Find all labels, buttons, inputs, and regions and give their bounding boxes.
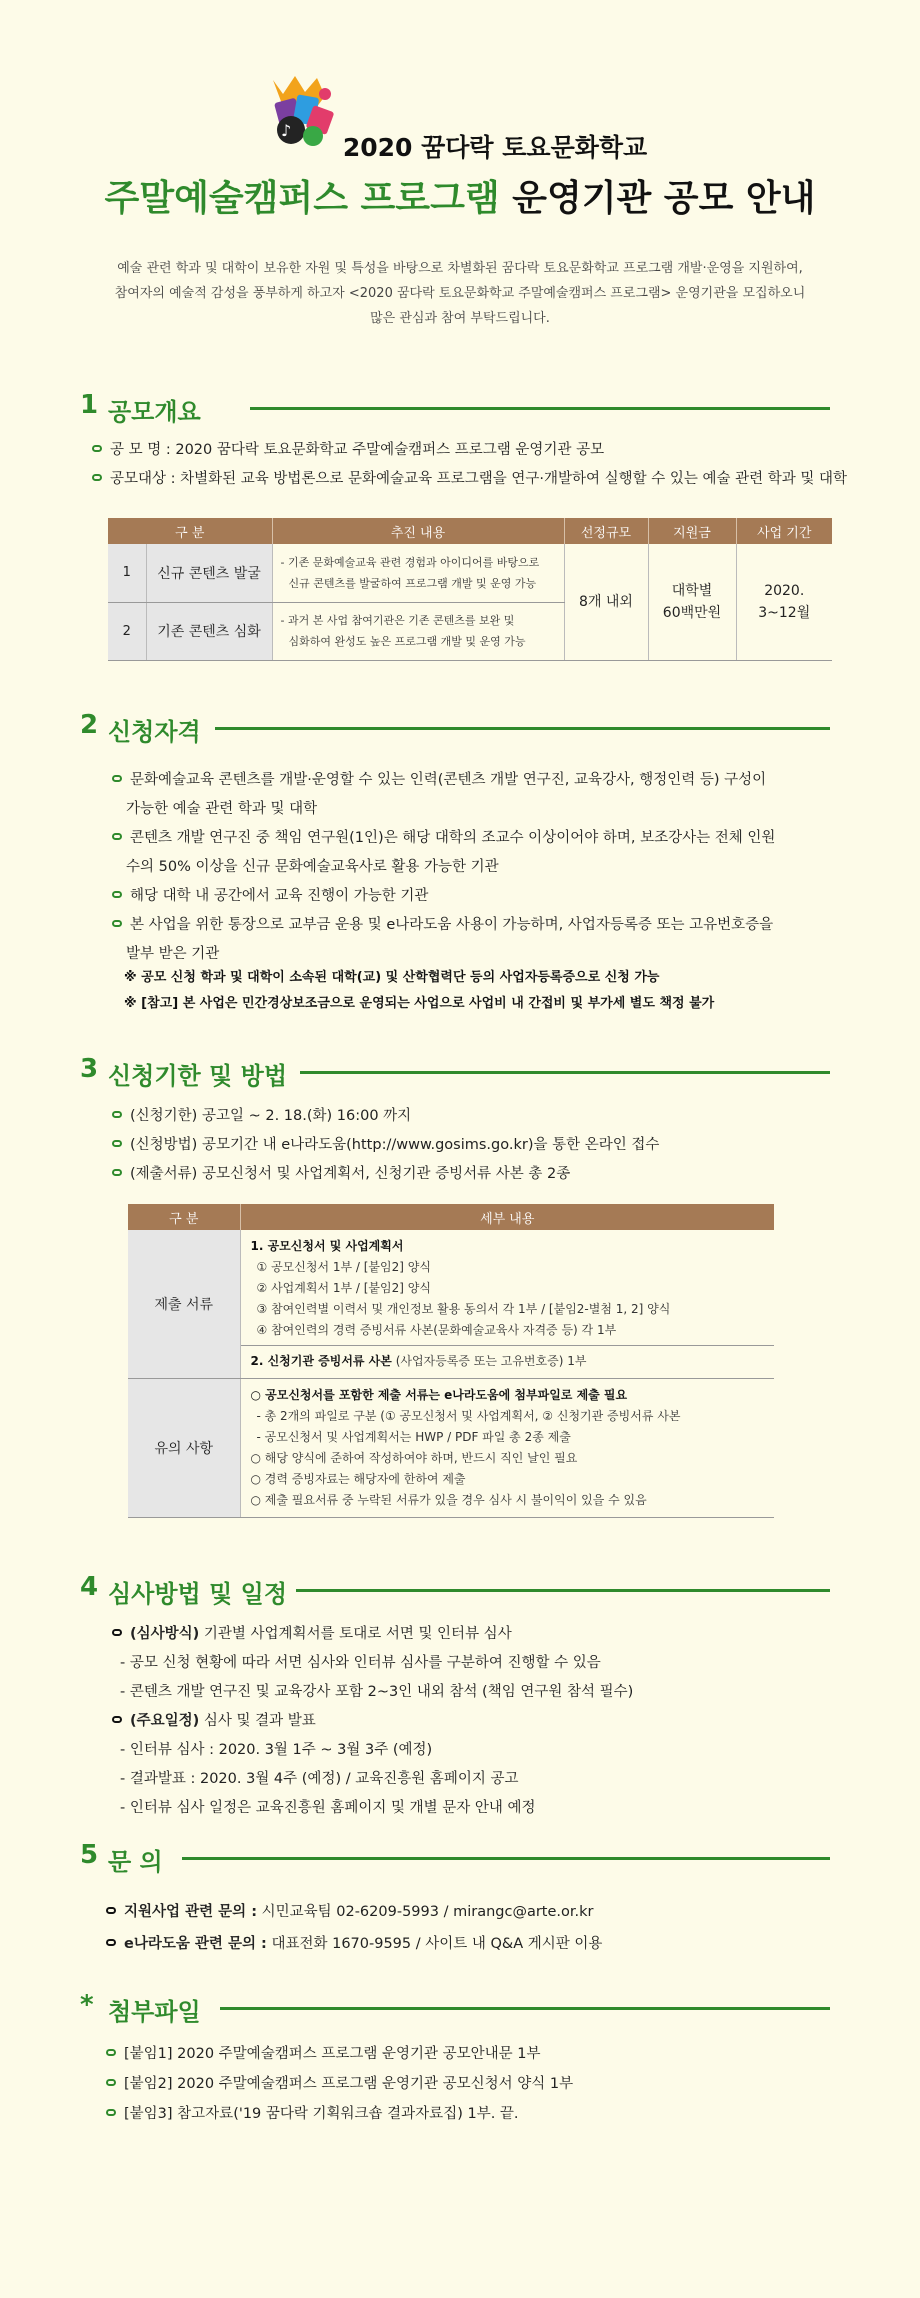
intro-line: 많은 관심과 참여 부탁드립니다. bbox=[370, 311, 550, 326]
fund-line: 대학별 bbox=[671, 582, 713, 599]
detail-heading: 2. 신청기관 증빙서류 사본 bbox=[250, 1354, 392, 1368]
bullet-icon bbox=[112, 1629, 122, 1636]
list-item-text: 공 모 명 : 2020 꿈다락 토요문화학교 주말예술캠퍼스 프로그램 운영기관 공모 bbox=[110, 442, 605, 458]
table-header-row bbox=[128, 1204, 774, 1230]
list-item-text: (신청기한) 공고일 ~ 2. 18.(화) 16:00 까지 bbox=[130, 1108, 412, 1124]
row-detail bbox=[240, 1379, 774, 1518]
list-item-text: 본 사업을 위한 통장으로 교부금 운용 및 e나라도움 사용이 가능하며, 사업자등록증 또는 고유번호증을 bbox=[130, 917, 774, 933]
detail-line: (사업자등록증 또는 고유번호증) 1부 bbox=[391, 1354, 587, 1368]
intro-text bbox=[60, 256, 860, 331]
section-title: 문 의 bbox=[108, 1848, 163, 1876]
detail-heading: 1. 공모신청서 및 사업계획서 bbox=[250, 1239, 404, 1253]
section-divider bbox=[220, 2007, 830, 2010]
list-item-label: (심사방식) bbox=[130, 1626, 200, 1642]
section-header-contact bbox=[80, 1840, 830, 1876]
contact-label: 지원사업 관련 문의 : bbox=[124, 1904, 257, 1920]
list-item bbox=[112, 1102, 411, 1131]
table-header: 구 분 bbox=[108, 518, 272, 544]
detail-line: ○ 경력 증빙자료는 해당자에 한하여 제출 bbox=[250, 1472, 466, 1486]
bullet-icon bbox=[112, 1111, 122, 1118]
sub-item: - 인터뷰 심사 일정은 교육진흥원 홈페이지 및 개별 문자 안내 예정 bbox=[120, 1800, 536, 1816]
attachment-text: [붙임3] 참고자료('19 꿈다락 기획워크숍 결과자료집) 1부. 끝. bbox=[124, 2106, 519, 2122]
row-description bbox=[272, 602, 564, 660]
description-line: - 기존 문화예술교육 관련 경험과 아이디어를 바탕으로 bbox=[280, 555, 540, 569]
period-line: 3~12월 bbox=[758, 604, 811, 621]
bullet-icon bbox=[106, 2109, 116, 2116]
section-number: 2 bbox=[80, 710, 99, 740]
attachment-item bbox=[106, 2070, 573, 2099]
title-green: 주말예술캠퍼스 프로그램 bbox=[104, 178, 500, 219]
description-line: 신규 콘텐츠를 발굴하여 프로그램 개발 및 운영 가능 bbox=[288, 576, 537, 590]
detail-line: ○ 제출 필요서류 중 누락된 서류가 있을 경우 심사 시 불이익이 있을 수 있음 bbox=[250, 1493, 647, 1507]
section-divider bbox=[250, 407, 830, 410]
row-name: 기존 콘텐츠 심화 bbox=[146, 602, 272, 660]
list-item-text: 공모대상 : 차별화된 교육 방법론으로 문화예술교육 프로그램을 연구·개발하여 실행할 수 있는 예술 관련 학과 및 대학 bbox=[110, 471, 847, 487]
table-header: 구 분 bbox=[128, 1204, 240, 1230]
bullet-icon bbox=[106, 2079, 116, 2086]
list-item bbox=[112, 1707, 316, 1736]
list-item bbox=[112, 766, 766, 795]
list-item bbox=[112, 1131, 659, 1160]
page-title bbox=[0, 170, 920, 221]
list-item-text: 문화예술교육 콘텐츠를 개발·운영할 수 있는 인력(콘텐츠 개발 연구진, 교육강사, 행정인력 등) 구성이 bbox=[130, 772, 767, 788]
section-number: 5 bbox=[80, 1840, 99, 1870]
contact-text: 시민교육팀 02-6209-5993 / mirangc@arte.or.kr bbox=[257, 1904, 594, 1920]
list-item-label: (주요일정) bbox=[130, 1713, 200, 1729]
row-name: 신규 콘텐츠 발굴 bbox=[146, 544, 272, 602]
eligibility-note: ※ [참고] 본 사업은 민간경상보조금으로 운영되는 사업으로 사업비 내 간접비 및 부가세 별도 책정 불가 bbox=[124, 996, 715, 1011]
section-divider bbox=[300, 1071, 830, 1074]
eligibility-note: ※ 공모 신청 학과 및 대학이 소속된 대학(교) 및 산학협력단 등의 사업자등록증으로 신청 가능 bbox=[124, 970, 660, 985]
list-item bbox=[112, 882, 428, 911]
list-item-continued: 수의 50% 이상을 신규 문화예술교육사로 활용 가능한 기관 bbox=[126, 859, 499, 875]
table-header-row bbox=[108, 518, 832, 544]
detail-block bbox=[241, 1346, 775, 1378]
row-label: 제출 서류 bbox=[128, 1230, 240, 1379]
section-header-apply bbox=[80, 1054, 830, 1090]
contact-item bbox=[106, 1898, 593, 1927]
list-item-continued: 발부 받은 기관 bbox=[126, 946, 220, 962]
bullet-icon bbox=[112, 1169, 122, 1176]
section-title: 신청자격 bbox=[108, 718, 201, 746]
contact-text: 대표전화 1670-9595 / 사이트 내 Q&A 게시판 이용 bbox=[266, 1936, 603, 1952]
list-item bbox=[112, 824, 775, 853]
table-row bbox=[128, 1230, 774, 1379]
table-row bbox=[108, 544, 832, 602]
section-title: 공모개요 bbox=[108, 398, 201, 426]
table-header: 추진 내용 bbox=[272, 518, 564, 544]
list-item-text: 해당 대학 내 공간에서 교육 진행이 가능한 기관 bbox=[130, 888, 429, 904]
fund-cell bbox=[648, 544, 736, 660]
section-header-review bbox=[80, 1572, 830, 1608]
title-line1: 2020 꿈다락 토요문화학교 bbox=[342, 133, 648, 162]
list-item bbox=[92, 465, 847, 494]
description-line: - 과거 본 사업 참여기관은 기존 콘텐츠를 보완 및 bbox=[280, 614, 515, 627]
bullet-icon bbox=[92, 445, 102, 452]
list-item bbox=[112, 911, 773, 940]
table-header: 세부 내용 bbox=[240, 1204, 774, 1230]
intro-line: 참여자의 예술적 감성을 풍부하게 하고자 <2020 꿈다락 토요문화학교 주말예술캠퍼스 프로그램> 운영기관을 모집하오니 bbox=[114, 286, 806, 301]
bullet-icon bbox=[112, 1716, 122, 1723]
bullet-icon bbox=[112, 775, 122, 782]
detail-line: ② 사업계획서 1부 / [붙임2] 양식 bbox=[256, 1281, 431, 1295]
intro-line: 예술 관련 학과 및 대학이 보유한 자원 및 특성을 바탕으로 차별화된 꿈다락 토요문화학교 프로그램 개발·운영을 지원하여, bbox=[117, 261, 803, 276]
list-item-text: (제출서류) 공모신청서 및 사업계획서, 신청기관 증빙서류 사본 총 2종 bbox=[130, 1166, 571, 1182]
detail-heading: ○ 공모신청서를 포함한 제출 서류는 e나라도움에 첨부파일로 제출 필요 bbox=[250, 1388, 628, 1402]
detail-line: ③ 참여인력별 이력서 및 개인정보 활용 동의서 각 1부 / [붙임2-별첨 1, 2] 양식 bbox=[256, 1302, 671, 1316]
section-number: 3 bbox=[80, 1054, 99, 1084]
sub-item: - 공모 신청 현황에 따라 서면 심사와 인터뷰 심사를 구분하여 진행할 수 있음 bbox=[120, 1655, 601, 1671]
row-detail bbox=[240, 1230, 774, 1379]
attachment-text: [붙임2] 2020 주말예술캠퍼스 프로그램 운영기관 공모신청서 양식 1부 bbox=[124, 2076, 574, 2092]
row-description bbox=[272, 544, 564, 602]
bullet-icon bbox=[106, 1907, 116, 1914]
list-item-text: 기관별 사업계획서를 토대로 서면 및 인터뷰 심사 bbox=[199, 1626, 512, 1642]
bullet-icon bbox=[92, 474, 102, 481]
section-divider bbox=[182, 1857, 830, 1860]
detail-block bbox=[241, 1230, 775, 1346]
bullet-icon bbox=[112, 891, 122, 898]
list-item-text: 심사 및 결과 발표 bbox=[199, 1713, 316, 1729]
detail-line: - 공모신청서 및 사업계획서는 HWP / PDF 파일 총 2종 제출 bbox=[256, 1430, 571, 1444]
attachment-item bbox=[106, 2040, 540, 2069]
bullet-icon bbox=[112, 833, 122, 840]
sub-item: - 결과발표 : 2020. 3월 4주 (예정) / 교육진흥원 홈페이지 공고 bbox=[120, 1771, 519, 1787]
table-header: 지원금 bbox=[648, 518, 736, 544]
list-item bbox=[112, 1620, 512, 1649]
section-number: 4 bbox=[80, 1572, 99, 1602]
section-divider bbox=[215, 727, 830, 730]
table-header: 사업 기간 bbox=[736, 518, 832, 544]
description-line: 심화하여 완성도 높은 프로그램 개발 및 운영 가능 bbox=[288, 635, 526, 648]
section-title: 첨부파일 bbox=[108, 1998, 201, 2026]
section-number: * bbox=[80, 1990, 94, 2020]
submission-table bbox=[128, 1204, 774, 1518]
row-number: 2 bbox=[108, 602, 146, 660]
table-row bbox=[128, 1379, 774, 1518]
bullet-icon bbox=[112, 920, 122, 927]
bullet-icon bbox=[106, 2049, 116, 2056]
period-line: 2020. bbox=[764, 582, 805, 599]
list-item bbox=[92, 436, 604, 465]
svg-text:♪: ♪ bbox=[281, 121, 292, 140]
fund-line: 60백만원 bbox=[662, 604, 722, 621]
title-black: 운영기관 공모 안내 bbox=[512, 178, 816, 219]
section-number: 1 bbox=[80, 390, 99, 420]
attachment-text: [붙임1] 2020 주말예술캠퍼스 프로그램 운영기관 공모안내문 1부 bbox=[124, 2046, 541, 2062]
section-divider bbox=[296, 1589, 830, 1592]
row-number: 1 bbox=[108, 544, 146, 602]
section-header-eligibility bbox=[80, 710, 830, 746]
detail-line: ○ 해당 양식에 준하여 작성하여야 하며, 반드시 직인 날인 필요 bbox=[250, 1451, 578, 1465]
detail-line: - 총 2개의 파일로 구분 (① 공모신청서 및 사업계획서, ② 신청기관 증빙서류 사본 bbox=[256, 1409, 681, 1423]
section-title: 신청기한 및 방법 bbox=[108, 1062, 287, 1090]
sub-item: - 콘텐츠 개발 연구진 및 교육강사 포함 2~3인 내외 참석 (책임 연구원 참석 필수) bbox=[120, 1684, 634, 1700]
scale-cell: 8개 내외 bbox=[564, 544, 648, 660]
program-table bbox=[108, 518, 832, 661]
attachment-item bbox=[106, 2100, 519, 2129]
bullet-icon bbox=[112, 1140, 122, 1147]
sub-item: - 인터뷰 심사 : 2020. 3월 1주 ~ 3월 3주 (예정) bbox=[120, 1742, 433, 1758]
section-header-overview bbox=[80, 390, 830, 426]
detail-line: ① 공모신청서 1부 / [붙임2] 양식 bbox=[256, 1260, 431, 1274]
period-cell bbox=[736, 544, 832, 660]
list-item-text: (신청방법) 공모기간 내 e나라도움(http://www.gosims.go.kr)을 통한 온라인 접수 bbox=[130, 1137, 660, 1153]
table-header: 선정규모 bbox=[564, 518, 648, 544]
contact-label: e나라도움 관련 문의 : bbox=[124, 1936, 267, 1952]
list-item-continued: 가능한 예술 관련 학과 및 대학 bbox=[126, 801, 318, 817]
list-item bbox=[112, 1160, 570, 1189]
section-header-attachments bbox=[80, 1990, 830, 2026]
list-item-text: 콘텐츠 개발 연구진 중 책임 연구원(1인)은 해당 대학의 조교수 이상이어야 하며, 보조강사는 전체 인원 bbox=[130, 830, 776, 846]
row-label: 유의 사항 bbox=[128, 1379, 240, 1518]
bullet-icon bbox=[106, 1939, 116, 1946]
contact-item bbox=[106, 1930, 602, 1959]
section-title: 심사방법 및 일정 bbox=[108, 1580, 287, 1608]
detail-line: ④ 참여인력의 경력 증빙서류 사본(문화예술교육사 자격증 등) 각 1부 bbox=[256, 1323, 617, 1337]
